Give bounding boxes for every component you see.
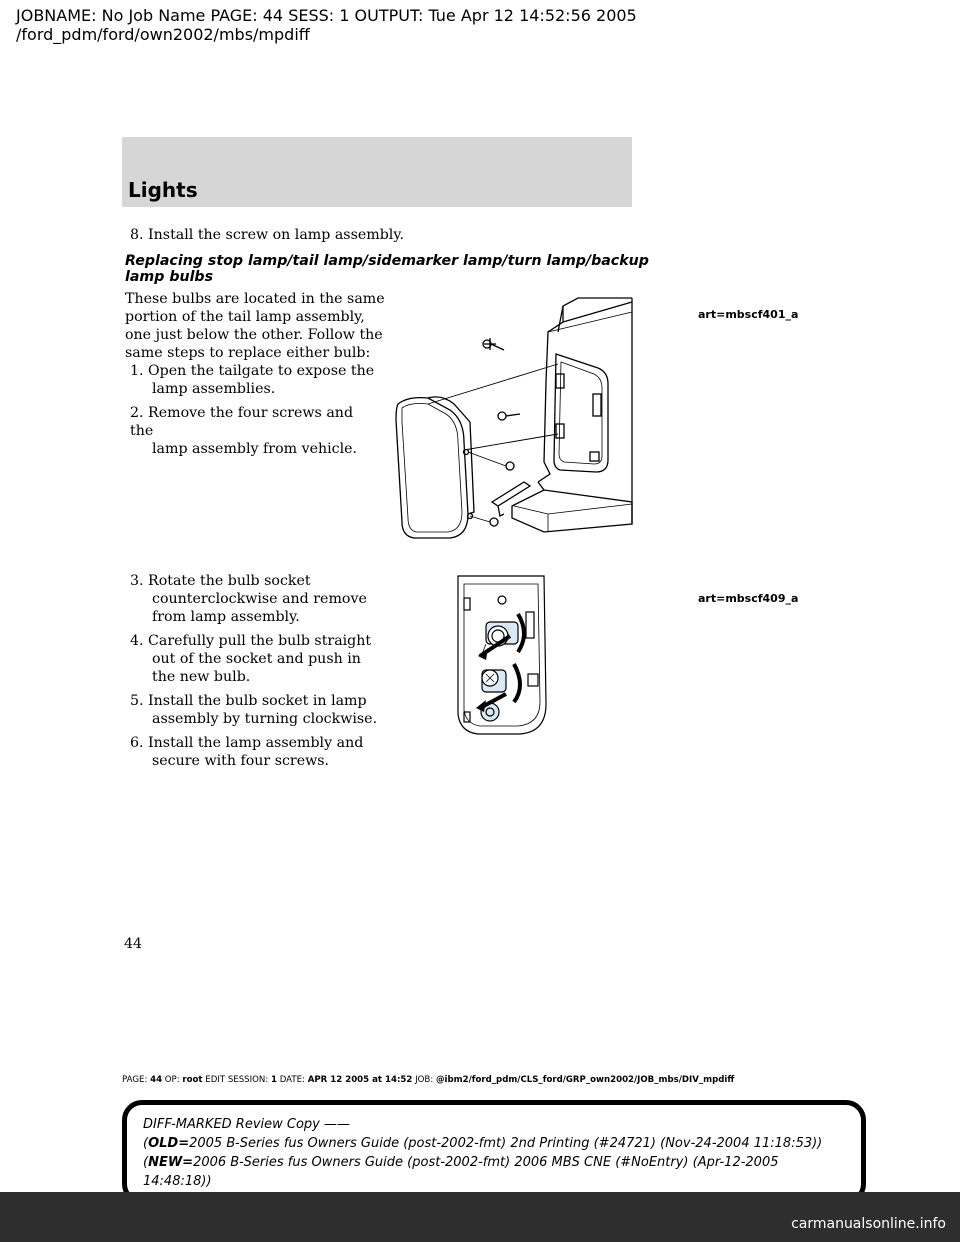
intro-line: same steps to replace either bulb:	[125, 345, 371, 361]
watermark-link[interactable]: carmanualsonline.info	[791, 1216, 946, 1232]
intro-line: These bulbs are located in the same	[125, 291, 385, 307]
section-title: Lights	[128, 178, 198, 202]
step-8: 8. Install the screw on lamp assembly.	[130, 227, 404, 243]
intro-paragraph	[125, 290, 385, 362]
step-3: 3. Rotate the bulb socket counterclockwise and remove from lamp assembly.	[130, 573, 367, 625]
screw-icon	[498, 412, 520, 420]
art-label-2: art=mbscf409_a	[698, 592, 799, 605]
job-header-line2: /ford_pdm/ford/own2002/mbs/mpdiff	[16, 25, 310, 44]
page-info-bar: PAGE: 44 OP: root EDIT SESSION: 1 DATE: APR 12 2005 at 14:52 JOB: @ibm2/ford_pdm/CLS_ford/GRP_own2002/JOB_mbs/DIV_mpdiff	[122, 1075, 735, 1085]
heading-line-1: Replacing stop lamp/tail lamp/sidemarker lamp/turn lamp/backup	[125, 253, 649, 269]
bulb-socket-illustration	[456, 574, 548, 736]
diff-title: DIFF-MARKED Review Copy ——	[143, 1117, 351, 1132]
intro-line: portion of the tail lamp assembly,	[125, 309, 365, 325]
intro-line: one just below the other. Follow the	[125, 327, 383, 343]
diff-review-box	[122, 1100, 866, 1204]
tail-lamp-removal-illustration	[388, 292, 634, 550]
art-label-1: art=mbscf401_a	[698, 308, 799, 321]
step-4: 4. Carefully pull the bulb straight out of the socket and push in the new bulb.	[130, 633, 372, 685]
page-number: 44	[124, 936, 143, 952]
step-6: 6. Install the lamp assembly and secure with four screws.	[130, 735, 364, 769]
screw-icon	[468, 452, 514, 470]
step-2: 2. Remove the four screws and the lamp assembly from vehicle.	[130, 405, 358, 457]
heading-line-2: lamp bulbs	[125, 269, 214, 285]
subsection-heading	[125, 253, 649, 285]
step-1: 1. Open the tailgate to expose the lamp assemblies.	[130, 363, 375, 397]
section-header-band	[122, 137, 632, 207]
diff-new-line: (NEW=2006 B-Series fus Owners Guide (post-2002-fmt) 2006 MBS CNE (#NoEntry) (Apr-12-2005 14:48:18))	[143, 1155, 779, 1189]
job-header-line1: JOBNAME: No Job Name PAGE: 44 SESS: 1 OUTPUT: Tue Apr 12 14:52:56 2005	[16, 6, 637, 25]
steps-list-a	[130, 362, 380, 458]
screw-icon	[483, 338, 504, 350]
diff-old-line: (OLD=2005 B-Series fus Owners Guide (post-2002-fmt) 2nd Printing (#24721) (Nov-24-2004 11:18:53))	[143, 1136, 823, 1151]
steps-list-b	[130, 572, 380, 770]
screw-icon	[470, 516, 498, 526]
step-5: 5. Install the bulb socket in lamp assembly by turning clockwise.	[130, 693, 378, 727]
